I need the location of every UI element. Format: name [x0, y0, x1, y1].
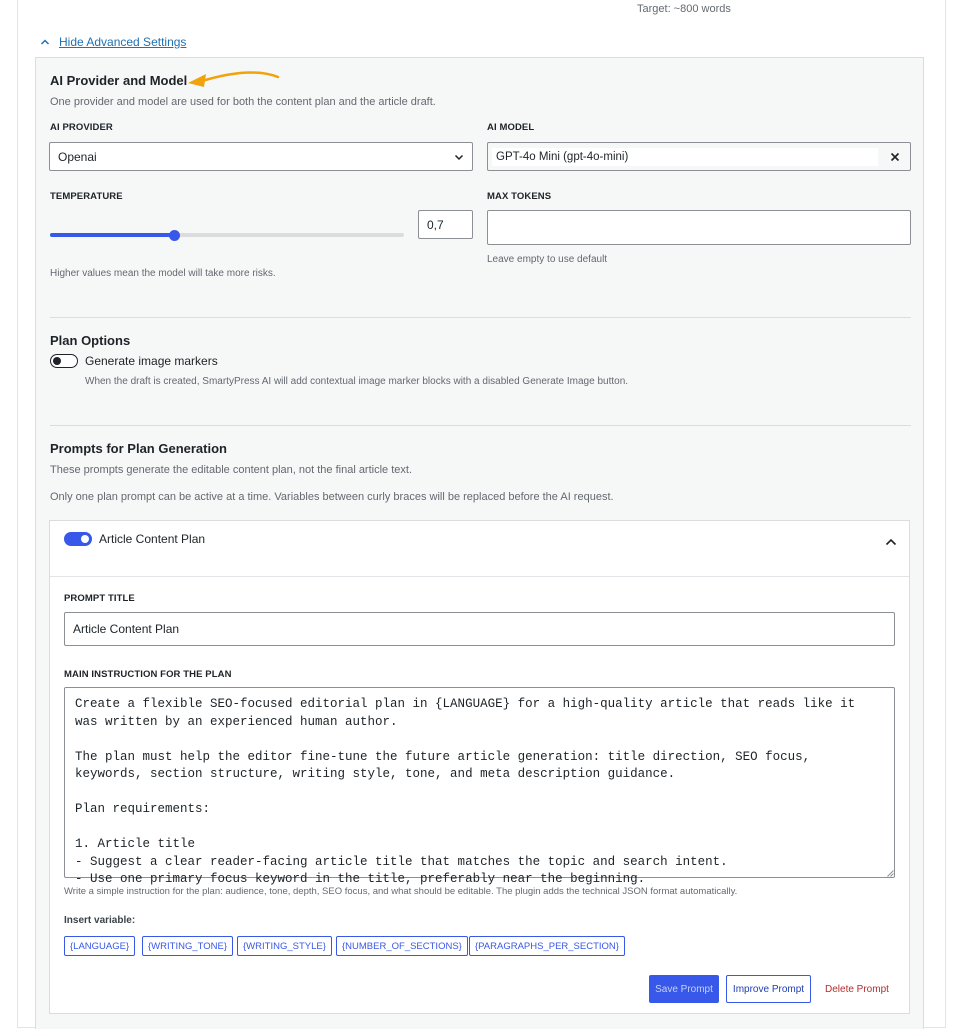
ai-model-value: GPT-4o Mini (gpt-4o-mini) [492, 148, 878, 166]
prompts-section-title: Prompts for Plan Generation [50, 441, 227, 456]
prompts-description-2: Only one plan prompt can be active at a time. Variables between curly braces will be replaced before the AI request. [50, 491, 614, 503]
prompts-description-1: These prompts generate the editable content plan, not the final article text. [50, 464, 413, 476]
section-divider [50, 425, 911, 426]
temperature-input[interactable] [418, 210, 473, 239]
prompt-active-toggle[interactable] [64, 532, 92, 546]
target-words-text: Target: ~800 words [637, 3, 731, 15]
max-tokens-input[interactable] [487, 210, 911, 245]
prompt-title-value: Article Content Plan [73, 622, 180, 636]
temperature-slider-thumb[interactable] [169, 230, 180, 241]
prompt-card-header[interactable] [50, 521, 909, 577]
section-divider [50, 317, 911, 318]
main-instruction-label: MAIN INSTRUCTION FOR THE PLAN [64, 669, 232, 680]
prompt-card-name: Article Content Plan [99, 532, 206, 546]
ai-provider-value: Openai [58, 149, 97, 164]
plan-options-title: Plan Options [50, 333, 131, 348]
resize-handle-icon[interactable] [887, 870, 894, 877]
improve-prompt-button[interactable]: Improve Prompt [726, 975, 811, 1003]
chevron-up-icon[interactable] [885, 538, 897, 546]
ai-provider-label: AI PROVIDER [50, 122, 113, 133]
temperature-help: Higher values mean the model will take more risks. [50, 268, 276, 279]
image-markers-help: When the draft is created, SmartyPress AI will add contextual image marker blocks with a disabled Generate Image button. [85, 376, 629, 387]
prompt-card [49, 520, 910, 1014]
prompt-title-label: PROMPT TITLE [64, 593, 135, 604]
max-tokens-label: MAX TOKENS [487, 191, 552, 202]
annotation-arrow-icon [180, 67, 280, 91]
chevron-down-icon [454, 154, 464, 161]
delete-prompt-button[interactable]: Delete Prompt [825, 983, 889, 995]
prompt-title-input[interactable] [64, 612, 895, 646]
ai-model-label: AI MODEL [487, 122, 535, 133]
clear-icon[interactable] [890, 152, 900, 162]
temperature-label: TEMPERATURE [50, 191, 123, 202]
variable-chip-writing-tone[interactable]: {WRITING_TONE} [142, 936, 233, 956]
ai-provider-select[interactable] [49, 142, 473, 171]
variable-chip-number-of-sections[interactable]: {NUMBER_OF_SECTIONS} [336, 936, 468, 956]
provider-section-title: AI Provider and Model [50, 73, 188, 88]
main-instruction-help: Write a simple instruction for the plan: audience, tone, depth, SEO focus, and what should be editable. The plugin adds the technical JSON format automatically. [64, 886, 738, 897]
temperature-slider-fill [50, 233, 174, 237]
hide-advanced-settings-link[interactable] [39, 35, 186, 49]
ai-model-select[interactable] [487, 142, 911, 171]
provider-section-description: One provider and model are used for both the content plan and the article draft. [50, 96, 436, 108]
image-markers-label: Generate image markers [85, 354, 218, 368]
main-instruction-textarea[interactable]: Create a flexible SEO-focused editorial plan in {LANGUAGE} for a high-quality article that reads like it was written by an experienced human author. The plan must help the editor fine-tune the future article generation: title direction, SEO focus, keywords, section structure, writing style, tone, and meta description guidance. Plan requirements: 1. Article title - Suggest a clear reader-facing article title that matches the topic and search intent. - Use one primary focus keyword in the title, preferably near the beginning. [64, 687, 895, 878]
max-tokens-help: Leave empty to use default [487, 254, 608, 265]
variable-chip-language[interactable]: {LANGUAGE} [64, 936, 135, 956]
chevron-up-icon [39, 36, 51, 48]
advanced-settings-panel [35, 57, 924, 1029]
hide-advanced-settings-label: Hide Advanced Settings [59, 35, 187, 49]
temperature-value: 0,7 [427, 217, 444, 232]
save-prompt-button[interactable]: Save Prompt [649, 975, 719, 1003]
variable-chip-paragraphs-per-section[interactable]: {PARAGRAPHS_PER_SECTION} [469, 936, 625, 956]
insert-variable-label: Insert variable: [64, 915, 136, 926]
variable-chip-writing-style[interactable]: {WRITING_STYLE} [237, 936, 332, 956]
image-markers-toggle[interactable] [50, 354, 78, 368]
